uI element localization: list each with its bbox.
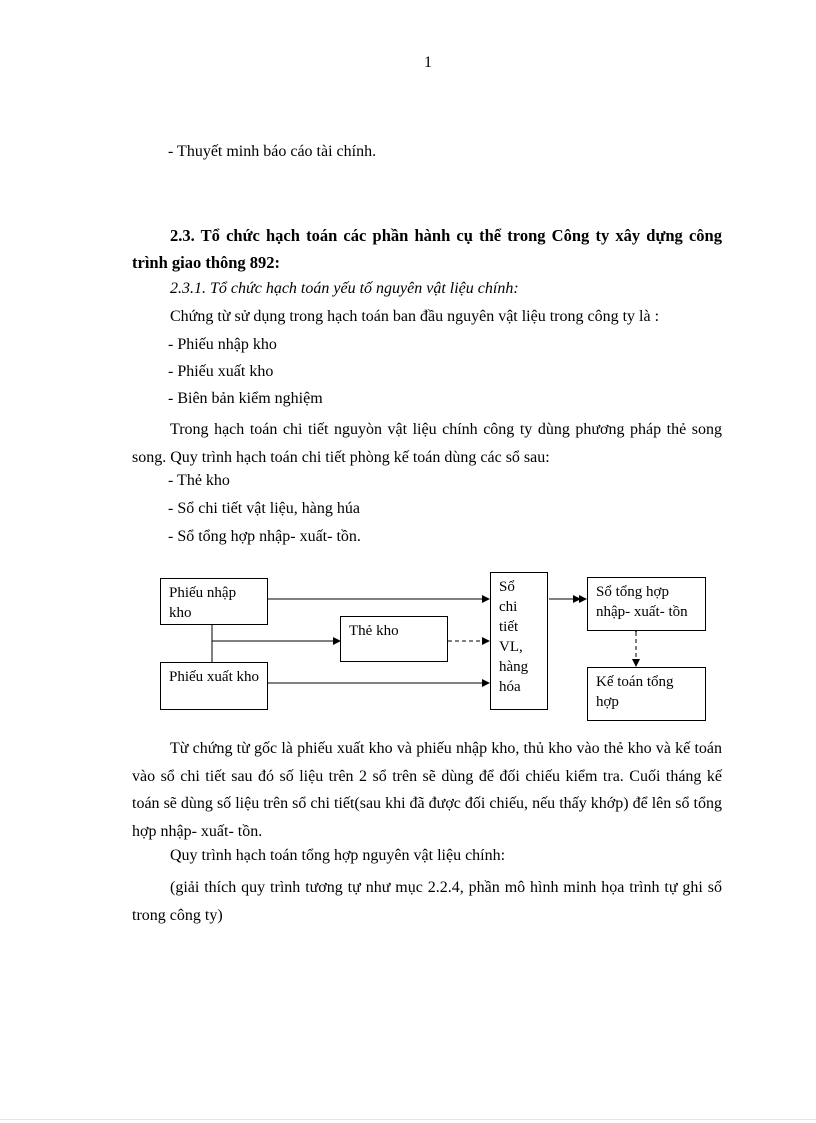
book-item: - Sổ chi tiết vật liệu, hàng húa <box>168 500 360 517</box>
after-diagram-paragraph: Từ chứng từ gốc là phiếu xuất kho và phiếu nhập kho, thủ kho vào thẻ kho và kế toán vào sổ chi tiết sau đó số liệu trên 2 sổ trên sẽ dùng để đối chiếu kiểm tra. Cuối tháng kế toán sẽ dùng số liệu trên sổ chi tiết(sau khi đã được đối chiếu, nếu thấy khớp) để lên sổ tổng hợp nhập- xuất- tồn. <box>132 740 722 840</box>
quy-trinh-line: Quy trình hạch toán tổng hợp nguyên vật liệu chính: <box>170 847 506 864</box>
section-heading-line-2: trình giao thông 892: <box>132 253 281 272</box>
box-phieu-xuat-kho: Phiếu xuất kho <box>160 662 268 710</box>
box-the-kho: Thẻ kho <box>340 616 448 662</box>
detail-paragraph: Trong hạch toán chi tiết nguyòn vật liệu chính công ty dùng phương pháp thẻ song song. Quy trình hạch toán chi tiết phòng kế toán dùng các sổ sau: <box>132 421 722 466</box>
section-heading-line-1: 2.3. Tổ chức hạch toán các phần hành cụ thể trong Công ty xây dựng công <box>170 226 722 245</box>
box-so-chi-tiet: Sổ chi tiết VL, hàng hóa <box>490 572 548 710</box>
document-item: - Biên bản kiểm nghiệm <box>168 390 323 407</box>
box-so-tong-hop: Sổ tổng hợp nhập- xuất- tồn <box>587 577 706 631</box>
thuyet-minh-line: - Thuyết minh báo cáo tài chính. <box>168 143 377 160</box>
subsection-heading: 2.3.1. Tổ chức hạch toán yếu tố nguyên vật liệu chính: <box>170 280 519 297</box>
document-item: - Phiếu xuất kho <box>168 363 274 380</box>
book-item: - Sổ tổng hợp nhập- xuất- tồn. <box>168 528 361 545</box>
page-number: 1 <box>424 54 432 71</box>
explanation-paragraph: (giải thích quy trình tương tự như mục 2.2.4, phần mô hình minh họa trình tự ghi sổ trong công ty) <box>132 879 722 924</box>
document-item: - Phiếu nhập kho <box>168 336 277 353</box>
box-ke-toan-tong-hop: Kế toán tổng hợp <box>587 667 706 721</box>
intro-line: Chứng từ sử dụng trong hạch toán ban đầu nguyên vật liệu trong công ty là : <box>170 308 660 325</box>
book-item: - Thẻ kho <box>168 472 230 489</box>
box-phieu-nhap-kho: Phiếu nhập kho <box>160 578 268 625</box>
page-bottom-rule <box>0 1119 816 1120</box>
